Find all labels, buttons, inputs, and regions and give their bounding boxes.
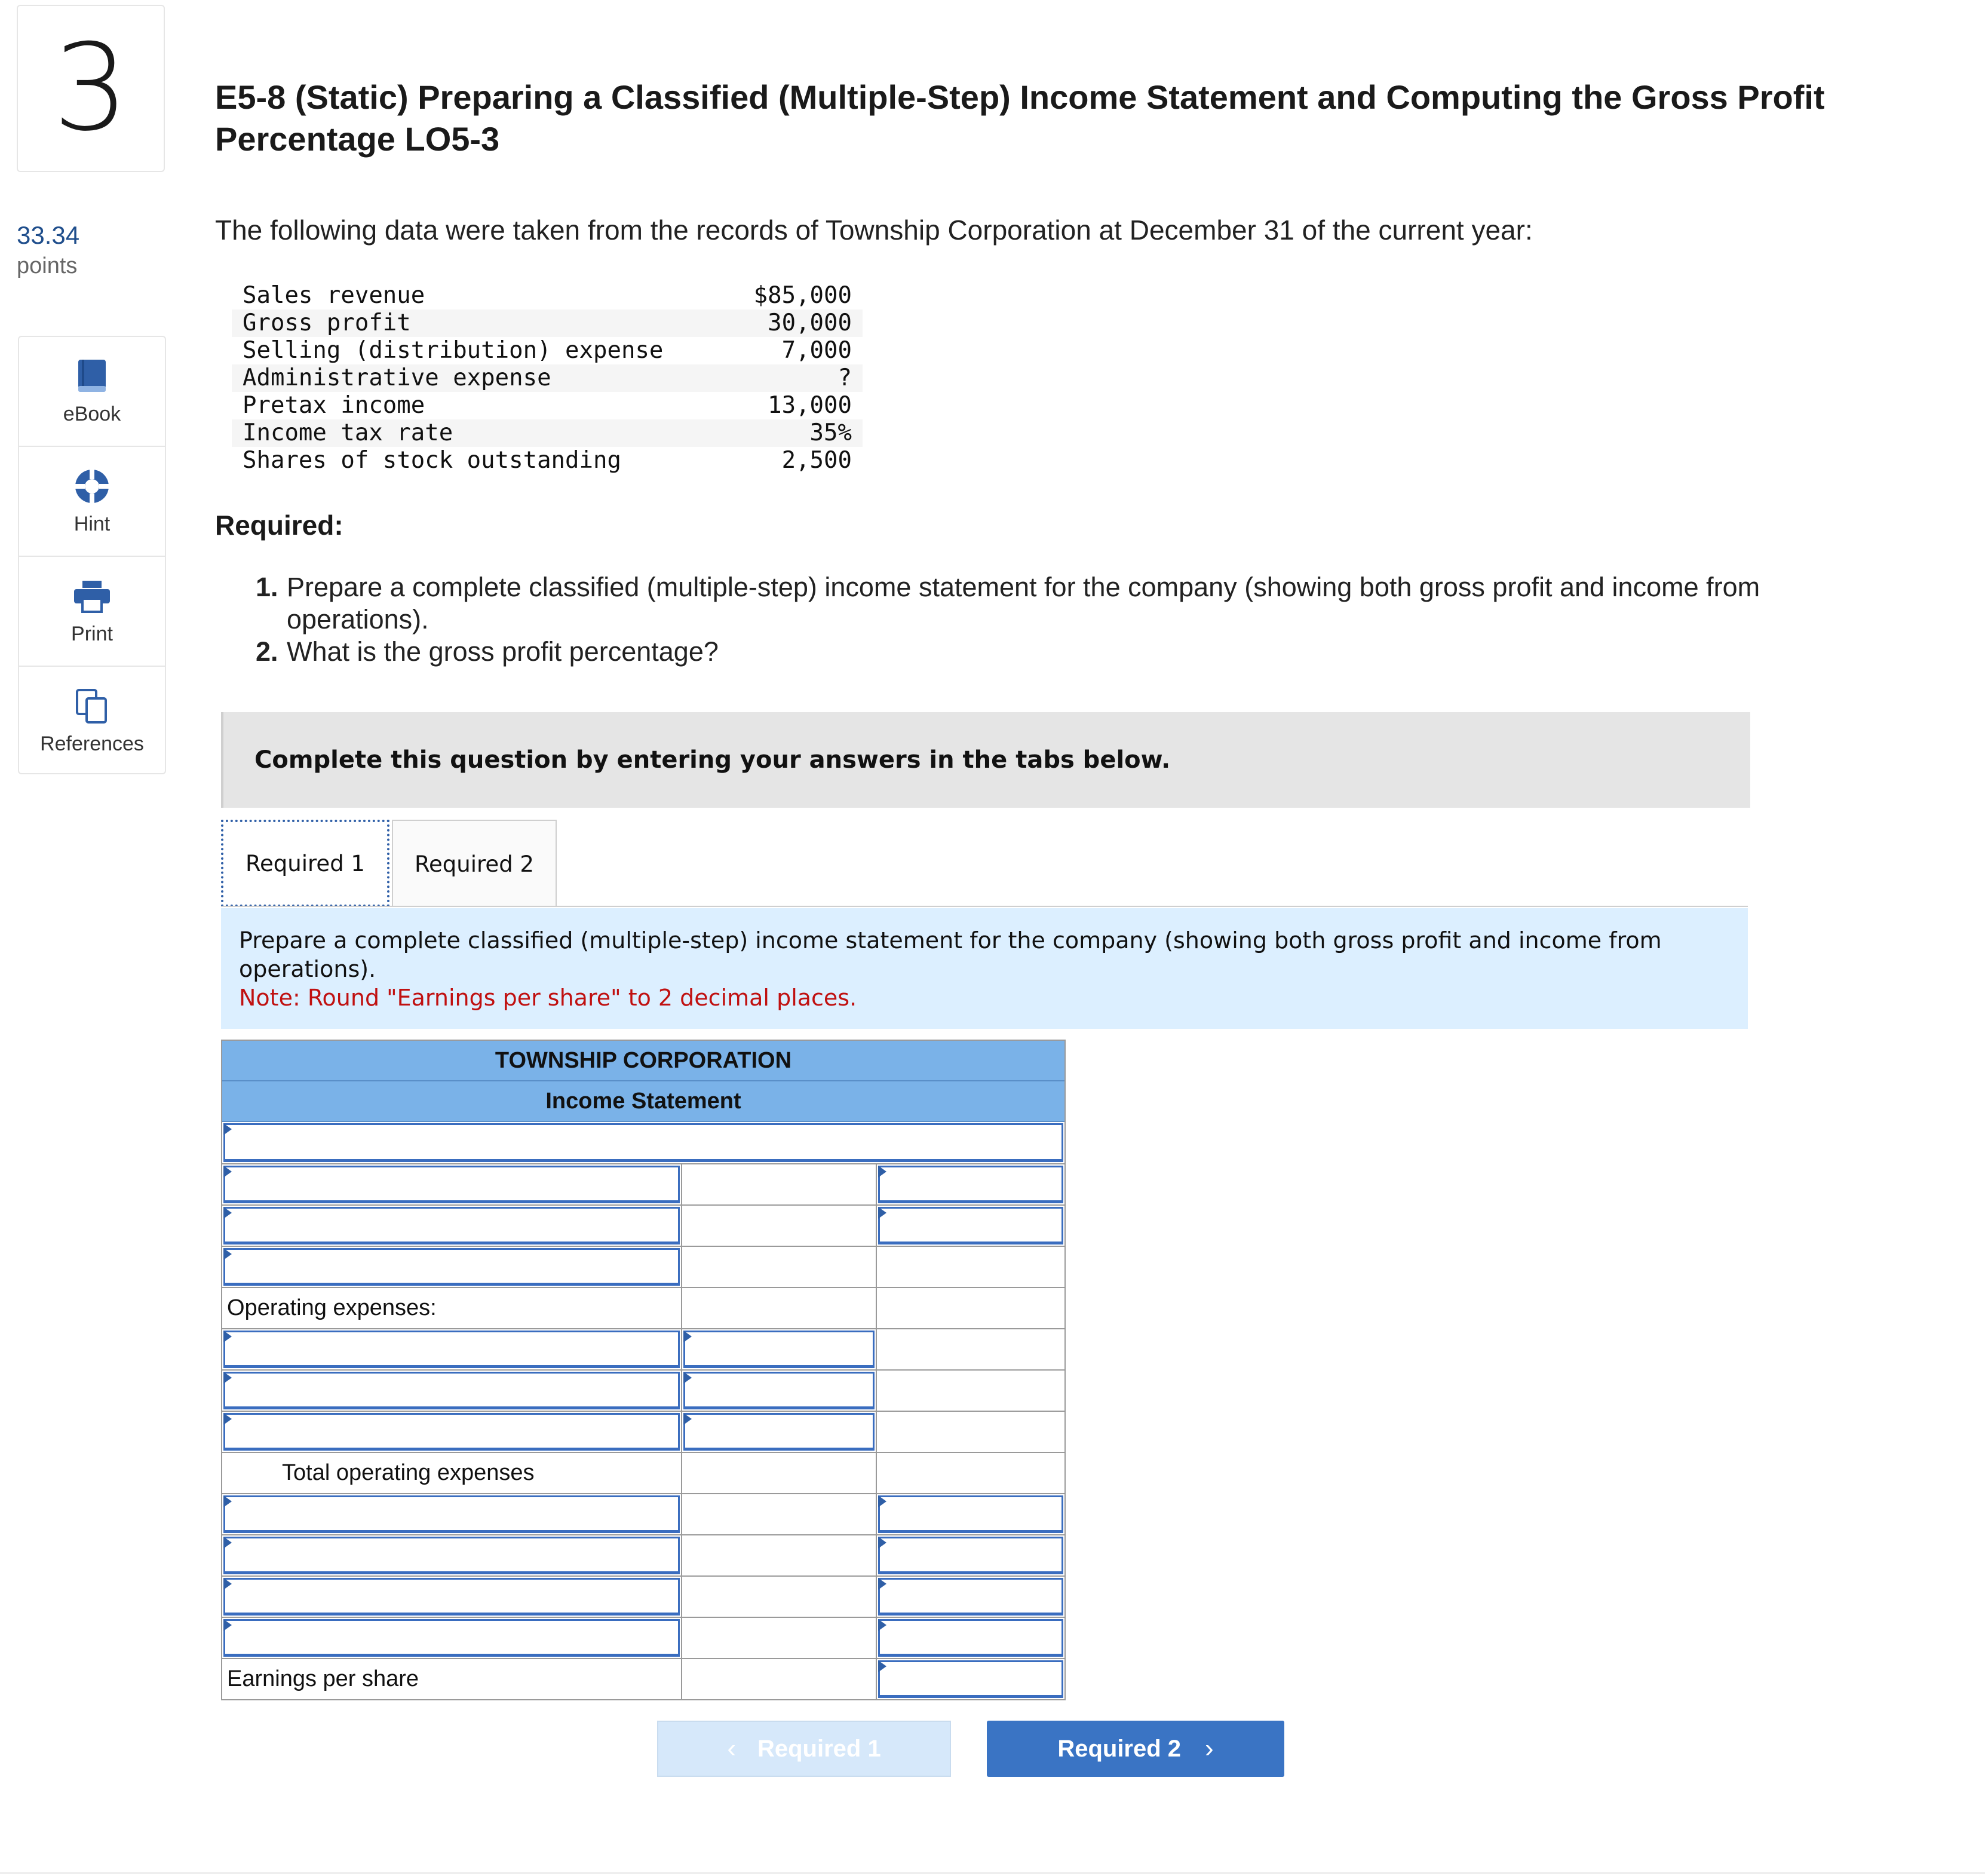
label-cell xyxy=(222,1577,682,1617)
table-row xyxy=(222,1617,1064,1658)
data-row xyxy=(232,309,863,337)
amount-cell xyxy=(682,1535,877,1575)
table-row xyxy=(222,1122,1064,1163)
expense-label-input[interactable] xyxy=(223,1331,680,1368)
data-row xyxy=(232,282,863,309)
data-label: Income tax rate xyxy=(232,419,728,447)
ebook-button[interactable] xyxy=(19,337,165,447)
total-cell xyxy=(877,1247,1064,1287)
label-cell xyxy=(222,1535,682,1575)
label-cell xyxy=(222,1329,682,1369)
operating-expenses-label: Operating expenses: xyxy=(227,1295,437,1320)
data-value: 35% xyxy=(728,419,863,447)
amount-cell xyxy=(682,1412,877,1452)
prompt-note: Note: Round "Earnings per share" to 2 decimal places. xyxy=(239,985,857,1011)
data-row xyxy=(232,447,863,474)
amount-cell xyxy=(682,1577,877,1617)
amount-cell xyxy=(682,1206,877,1246)
lifebuoy-icon xyxy=(73,467,111,505)
amount-cell xyxy=(682,1247,877,1287)
required-item-text: Prepare a complete classified (multiple-step) income statement for the company (showing both gross profit and income from operations). xyxy=(287,572,1760,634)
label-cell xyxy=(222,1453,682,1493)
label-cell xyxy=(222,1371,682,1411)
hint-label: Hint xyxy=(73,512,111,535)
required-item xyxy=(256,571,1880,636)
total-cell xyxy=(877,1577,1064,1617)
label-cell xyxy=(222,1494,682,1534)
statement-title-header: Income Statement xyxy=(222,1081,1064,1122)
eps-label: Earnings per share xyxy=(227,1666,419,1691)
print-label: Print xyxy=(71,622,113,645)
table-row xyxy=(222,1658,1064,1699)
table-row xyxy=(222,1287,1064,1328)
table-row xyxy=(222,1328,1064,1369)
total-amount-input[interactable] xyxy=(878,1495,1063,1533)
expense-amount-input[interactable] xyxy=(683,1413,875,1451)
label-cell xyxy=(222,1288,682,1328)
points-label: points xyxy=(17,253,78,278)
table-row xyxy=(222,1163,1064,1204)
label-cell xyxy=(222,1164,682,1204)
data-value: 7,000 xyxy=(781,337,852,364)
data-label: Administrative expense xyxy=(232,364,728,392)
next-tab-label: Required 2 xyxy=(1057,1735,1182,1762)
table-row xyxy=(222,1204,1064,1246)
expense-amount-input[interactable] xyxy=(683,1331,875,1368)
total-cell xyxy=(877,1206,1064,1246)
expense-label-input[interactable] xyxy=(223,1372,680,1409)
data-row xyxy=(232,337,863,364)
data-label: Gross profit xyxy=(232,309,728,337)
required-heading: Required: xyxy=(215,510,343,541)
tab-required-1[interactable]: Required 1 xyxy=(221,820,389,907)
required-list xyxy=(256,571,1880,668)
given-data-table xyxy=(232,282,863,474)
total-cell xyxy=(877,1288,1064,1328)
data-value: 30,000 xyxy=(728,309,863,337)
required-item-text: What is the gross profit percentage? xyxy=(287,636,719,667)
data-value: $85,000 xyxy=(753,282,852,309)
amount-cell xyxy=(682,1453,877,1493)
chevron-left-icon: ‹ xyxy=(727,1734,736,1763)
table-row xyxy=(222,1493,1064,1534)
table-row xyxy=(222,1575,1064,1617)
question-title: E5-8 (Static) Preparing a Classified (Multiple-Step) Income Statement and Computing the Gross Profit Percentage LO5-3 xyxy=(215,78,1825,158)
data-label: Sales revenue xyxy=(243,282,425,309)
data-value: 2,500 xyxy=(781,447,852,474)
data-row xyxy=(232,392,863,419)
table-row xyxy=(222,1246,1064,1287)
ebook-label: eBook xyxy=(63,402,121,425)
data-label: Selling (distribution) expense xyxy=(243,337,664,364)
question-number: 3 xyxy=(53,19,129,158)
total-cell xyxy=(877,1164,1064,1204)
total-cell xyxy=(877,1329,1064,1369)
instruction-banner xyxy=(221,712,1750,808)
tools-panel xyxy=(18,336,166,774)
line-label-input[interactable] xyxy=(223,1495,680,1533)
question-number-box xyxy=(17,5,165,172)
total-cell xyxy=(877,1371,1064,1411)
amount-cell xyxy=(682,1494,877,1534)
table-row xyxy=(222,1452,1064,1493)
total-amount-input[interactable] xyxy=(878,1166,1063,1203)
previous-tab-button[interactable] xyxy=(657,1721,951,1777)
instruction-text: Complete this question by entering your answers in the tabs below. xyxy=(254,746,1171,774)
line-label-input[interactable] xyxy=(223,1166,680,1203)
amount-cell xyxy=(682,1618,877,1658)
expense-label-input[interactable] xyxy=(223,1413,680,1451)
line-label-input[interactable] xyxy=(223,1578,680,1616)
data-value: 13,000 xyxy=(768,392,852,419)
line-label-input[interactable] xyxy=(223,1619,680,1657)
total-cell xyxy=(877,1494,1064,1534)
total-cell xyxy=(877,1412,1064,1452)
page-bottom-divider xyxy=(0,1872,1985,1874)
statement-company-header: TOWNSHIP CORPORATION xyxy=(222,1041,1064,1081)
statement-date-input[interactable] xyxy=(223,1123,1063,1162)
hint-button[interactable] xyxy=(19,447,165,557)
total-operating-expenses-label: Total operating expenses xyxy=(282,1460,535,1485)
total-amount-input[interactable] xyxy=(878,1578,1063,1616)
previous-tab-label: Required 1 xyxy=(757,1735,881,1762)
data-label: Pretax income xyxy=(243,392,425,419)
amount-cell xyxy=(682,1288,877,1328)
references-button[interactable] xyxy=(19,667,165,775)
total-cell xyxy=(877,1659,1064,1699)
tab-required-2[interactable]: Required 2 xyxy=(392,820,557,907)
points-value: 33.34 xyxy=(17,221,80,249)
tab-divider xyxy=(221,906,1748,907)
label-cell xyxy=(222,1659,682,1699)
total-cell xyxy=(877,1453,1064,1493)
table-row xyxy=(222,1411,1064,1452)
amount-cell xyxy=(682,1659,877,1699)
chevron-right-icon: › xyxy=(1205,1734,1214,1763)
amount-cell xyxy=(682,1371,877,1411)
data-row xyxy=(232,364,863,392)
book-icon xyxy=(73,357,111,396)
label-cell xyxy=(222,1412,682,1452)
total-amount-input[interactable] xyxy=(878,1537,1063,1574)
table-row xyxy=(222,1369,1064,1411)
label-cell xyxy=(222,1206,682,1246)
next-tab-button[interactable] xyxy=(987,1721,1284,1777)
table-row xyxy=(222,1534,1064,1575)
total-cell xyxy=(877,1618,1064,1658)
required-item-number: 1. xyxy=(256,572,278,602)
amount-cell xyxy=(682,1164,877,1204)
data-label: Shares of stock outstanding xyxy=(243,447,621,474)
copy-icon xyxy=(73,687,111,725)
line-label-input[interactable] xyxy=(223,1248,680,1286)
eps-input[interactable] xyxy=(878,1660,1063,1698)
line-label-input[interactable] xyxy=(223,1207,680,1244)
print-button[interactable] xyxy=(19,557,165,667)
total-cell xyxy=(877,1535,1064,1575)
required-item xyxy=(256,636,1880,668)
total-amount-input[interactable] xyxy=(878,1207,1063,1244)
prompt-text: Prepare a complete classified (multiple-step) income statement for the company (showing both gross profit and income from operations). xyxy=(239,927,1662,982)
income-statement-grid xyxy=(221,1040,1066,1700)
data-row xyxy=(232,419,863,447)
label-cell xyxy=(222,1247,682,1287)
total-amount-input[interactable] xyxy=(878,1619,1063,1657)
required-item-number: 2. xyxy=(256,636,278,667)
statement-date-cell xyxy=(222,1122,1064,1163)
references-label: References xyxy=(40,732,144,755)
data-value: ? xyxy=(728,364,863,392)
question-intro: The following data were taken from the records of Township Corporation at December 31 of the current year: xyxy=(215,214,1533,246)
expense-amount-input[interactable] xyxy=(683,1372,875,1409)
line-label-input[interactable] xyxy=(223,1537,680,1574)
tab-prompt xyxy=(221,908,1748,1029)
label-cell xyxy=(222,1618,682,1658)
printer-icon xyxy=(73,577,111,615)
amount-cell xyxy=(682,1329,877,1369)
